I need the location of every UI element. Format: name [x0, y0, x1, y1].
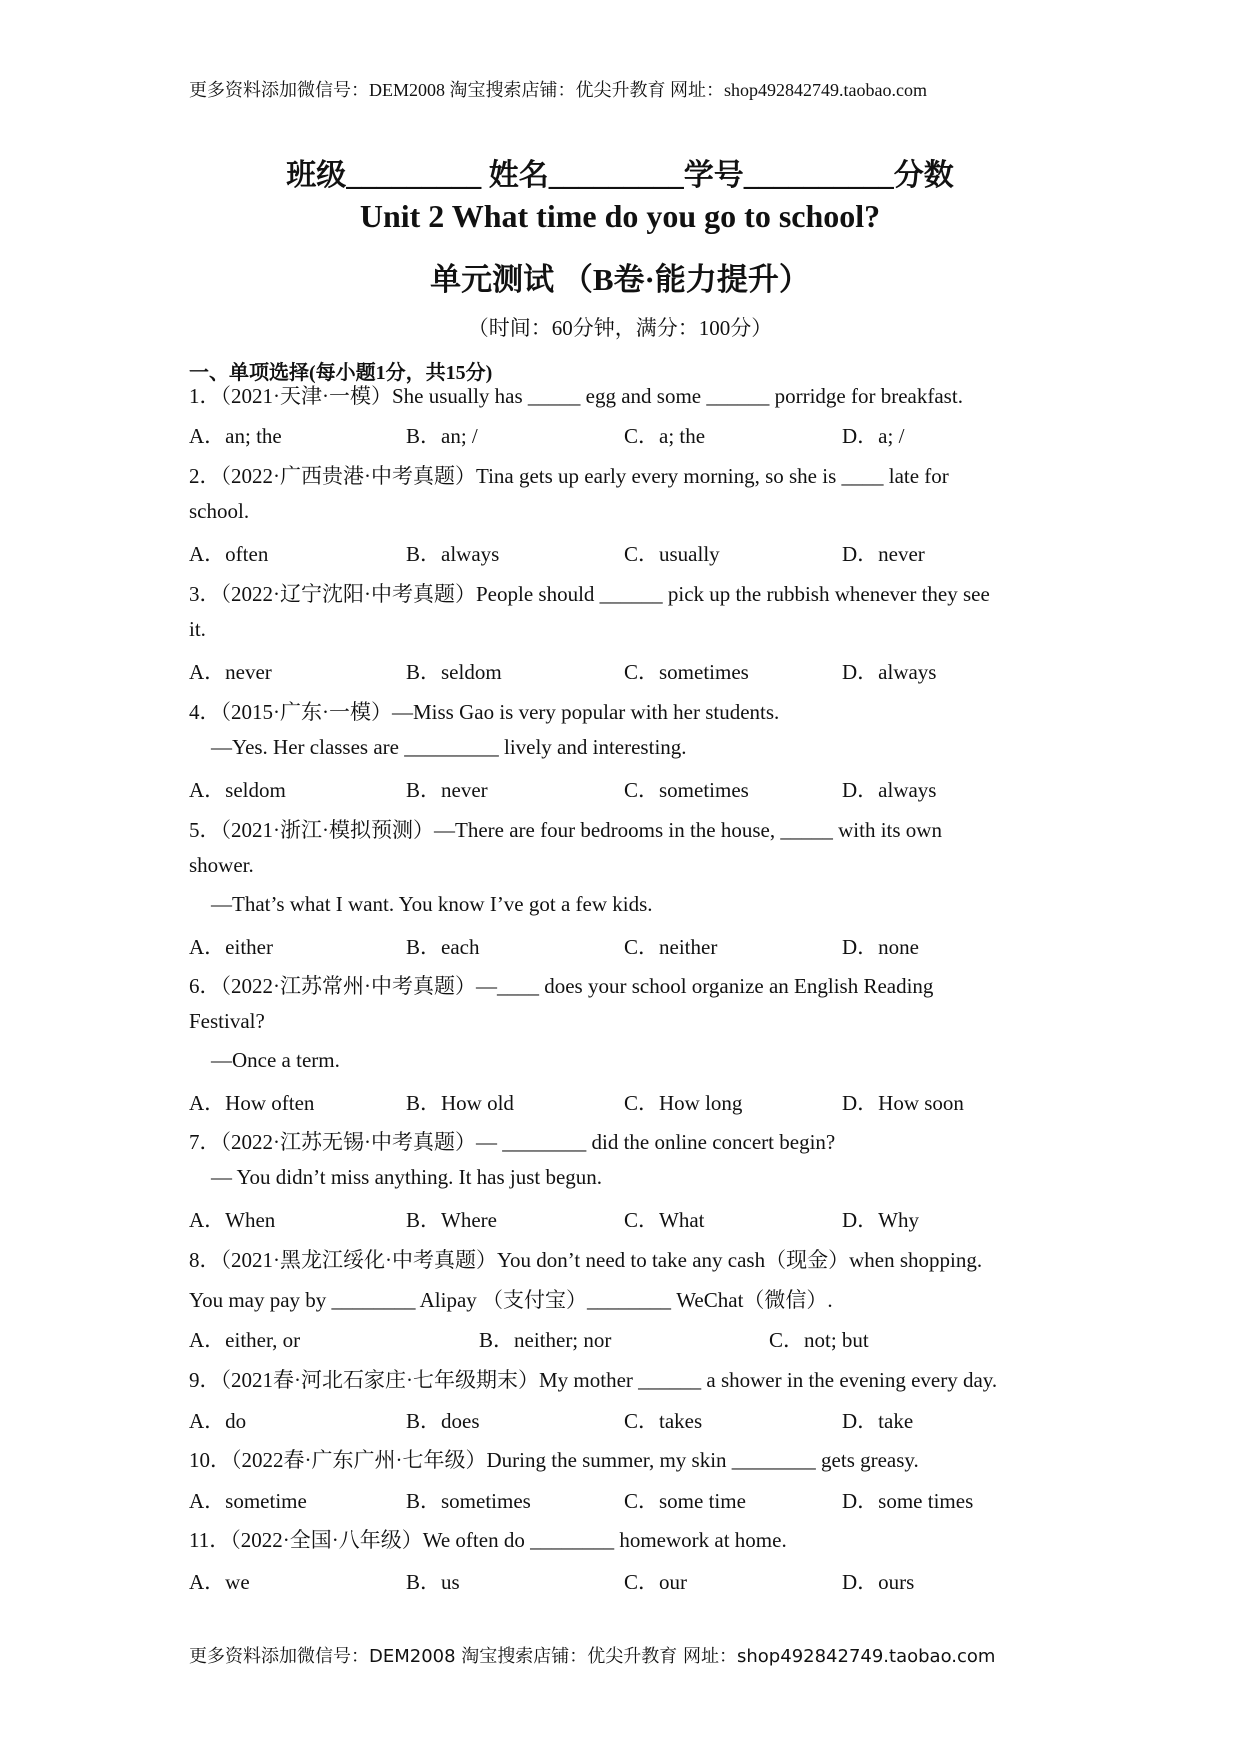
question-6-option-a[interactable]: A．How often [189, 1091, 315, 1115]
question-7-stem: 7．（2022·江苏无锡·中考真题）— ________ did the online concert begin? [189, 1130, 836, 1154]
question-4-option-b[interactable]: B．never [406, 778, 488, 802]
question-9-stem: 9．（2021春·河北石家庄·七年级期末）My mother ______ a shower in the evening every day. [189, 1368, 998, 1392]
test-meta: （时间：60分钟，满分：100分） [467, 316, 773, 340]
question-11-option-b[interactable]: B．us [406, 1570, 460, 1594]
question-8-option-a[interactable]: A．either, or [189, 1328, 301, 1352]
question-2-stem-cont: school. [189, 499, 250, 523]
question-2-option-a[interactable]: A．often [189, 542, 269, 566]
student-info-line: 班级_________ 姓名_________学号__________分数 [286, 159, 954, 192]
question-10-option-b[interactable]: B．sometimes [406, 1489, 531, 1513]
question-8-option-b[interactable]: B．neither; nor [479, 1328, 612, 1352]
question-10-option-a[interactable]: A．sometime [189, 1489, 307, 1513]
question-2-option-c[interactable]: C．usually [624, 542, 720, 566]
question-3-stem: 3．（2022·辽宁沈阳·中考真题）People should ______ pick up the rubbish whenever they see [189, 582, 990, 606]
question-9-option-a[interactable]: A．do [189, 1409, 247, 1433]
unit-title: Unit 2 What time do you go to school? [359, 198, 881, 234]
question-6-stem-cont: Festival? [189, 1009, 265, 1033]
question-5-dialogue: —That’s what I want. You know I’ve got a few kids. [211, 892, 653, 916]
question-2-option-d[interactable]: D．never [842, 542, 925, 566]
question-3-option-a[interactable]: A．never [189, 660, 272, 684]
question-5-stem-cont: shower. [189, 853, 254, 877]
question-4-option-a[interactable]: A．seldom [189, 778, 286, 802]
question-11-option-d[interactable]: D．ours [842, 1570, 915, 1594]
page-footer: 更多资料添加微信号：DEM2008 淘宝搜索店铺：优尖升教育 网址：shop492842749.taobao.com [189, 1646, 996, 1667]
question-5-option-c[interactable]: C．neither [624, 935, 718, 959]
question-4-stem-cont: —Yes. Her classes are _________ lively and interesting. [211, 735, 687, 759]
question-9-option-c[interactable]: C．takes [624, 1409, 703, 1433]
question-4-option-d[interactable]: D．always [842, 778, 937, 802]
question-5-option-b[interactable]: B．each [406, 935, 480, 959]
question-2-stem: 2．（2022·广西贵港·中考真题）Tina gets up early every morning, so she is ____ late for [189, 464, 949, 488]
question-5-option-d[interactable]: D．none [842, 935, 919, 959]
question-7-option-c[interactable]: C．What [624, 1208, 705, 1232]
question-6-option-b[interactable]: B．How old [406, 1091, 514, 1115]
question-7-option-d[interactable]: D．Why [842, 1208, 919, 1232]
question-3-option-c[interactable]: C．sometimes [624, 660, 749, 684]
question-4-option-c[interactable]: C．sometimes [624, 778, 749, 802]
question-6-option-d[interactable]: D．How soon [842, 1091, 964, 1115]
question-1-stem: 1．（2021·天津·一模）She usually has _____ egg and some ______ porridge for breakfast. [189, 384, 963, 408]
question-5-stem: 5．（2021·浙江·模拟预测）—There are four bedrooms in the house, _____ with its own [189, 818, 942, 842]
question-3-option-b[interactable]: B．seldom [406, 660, 502, 684]
question-4-stem: 4．（2015·广东·一模）—Miss Gao is very popular with her students. [189, 700, 780, 724]
test-title: 单元测试 （B卷·能力提升） [430, 262, 810, 297]
section-heading: 一、单项选择(每小题1分，共15分) [189, 362, 493, 384]
question-2-option-b[interactable]: B．always [406, 542, 500, 566]
question-7-dialogue: — You didn’t miss anything. It has just begun. [211, 1165, 603, 1189]
question-6-dialogue: —Once a term. [211, 1048, 340, 1072]
question-11-option-a[interactable]: A．we [189, 1570, 250, 1594]
question-1-option-c[interactable]: C．a; the [624, 424, 706, 448]
question-1-option-d[interactable]: D．a; / [842, 424, 905, 448]
question-10-option-d[interactable]: D．some times [842, 1489, 974, 1513]
question-6-option-c[interactable]: C．How long [624, 1091, 743, 1115]
question-10-option-c[interactable]: C．some time [624, 1489, 746, 1513]
question-7-option-b[interactable]: B．Where [406, 1208, 497, 1232]
question-8-stem: 8．（2021·黑龙江绥化·中考真题）You don’t need to take any cash（现金）when shopping. [189, 1248, 983, 1272]
question-1-option-a[interactable]: A．an; the [189, 424, 282, 448]
question-9-option-b[interactable]: B．does [406, 1409, 480, 1433]
question-3-stem-cont: it. [189, 617, 206, 641]
question-3-option-d[interactable]: D．always [842, 660, 937, 684]
question-10-stem: 10．（2022春·广东广州·七年级）During the summer, my skin ________ gets greasy. [189, 1448, 919, 1472]
question-5-option-a[interactable]: A．either [189, 935, 273, 959]
question-1-option-b[interactable]: B．an; / [406, 424, 478, 448]
question-9-option-d[interactable]: D．take [842, 1409, 914, 1433]
question-11-stem: 11．（2022·全国·八年级）We often do ________ homework at home. [189, 1528, 787, 1552]
question-7-option-a[interactable]: A．When [189, 1208, 276, 1232]
question-8-option-c[interactable]: C．not; but [769, 1328, 869, 1352]
question-11-option-c[interactable]: C．our [624, 1570, 687, 1594]
question-8-stem-cont: You may pay by ________ Alipay （支付宝）________ WeChat（微信）. [189, 1288, 833, 1312]
page-header: 更多资料添加微信号：DEM2008 淘宝搜索店铺：优尖升教育 网址：shop492842749.taobao.com [189, 80, 927, 100]
question-6-stem: 6．（2022·江苏常州·中考真题）—____ does your school organize an English Reading [189, 974, 934, 998]
